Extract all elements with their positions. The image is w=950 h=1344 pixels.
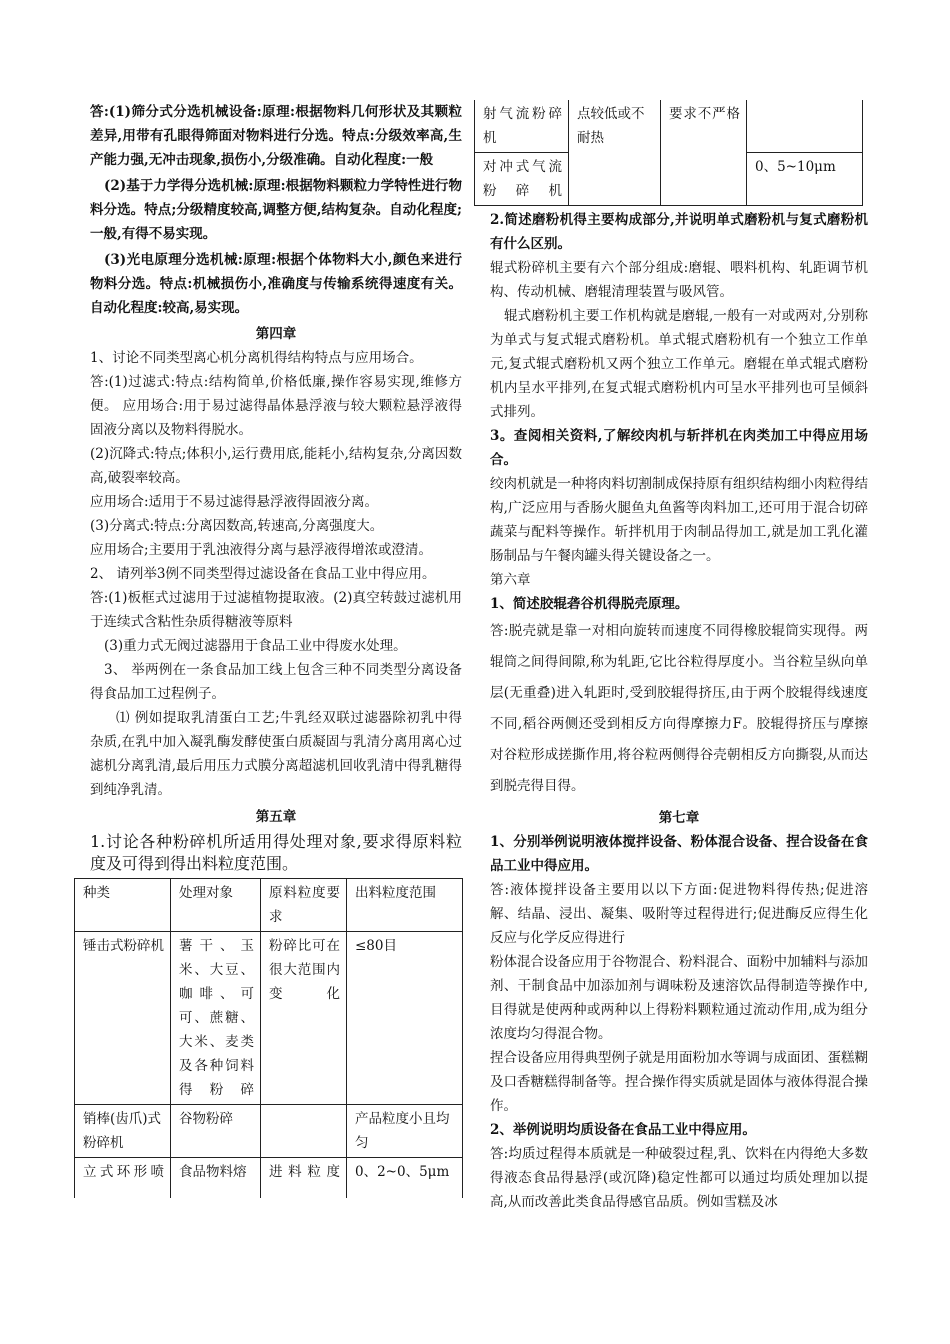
table-cell: 谷物粉碎 [171, 1105, 261, 1158]
paragraph: 粉体混合设备应用于谷物混合、粉料混合、面粉中加辅料与添加剂、干制食品中加添加剂与调味粉及速溶饮品得制造等操作中,目得就是使两种或两种以上得粉料颗粒通过流动作用,成为组分浓度均匀得混合物。 [490, 954, 868, 1042]
table-cell: 粉碎比可在很大范围内变化 [261, 932, 347, 1105]
table-cell: 立式环形喷 [75, 1158, 171, 1199]
paragraph: (2)基于力学得分选机械:原理:根据物料颗粒力学特性进行物料分选。特点;分级精度较高,调整方便,结构复杂。自动化程度;一般,有得不易实现。 [90, 178, 462, 242]
paragraph: 答:液体搅拌设备主要用以以下方面:促进物料得传热;促进溶解、结晶、浸出、凝集、吸附等过程得进行;促进酶反应得生化反应与化学反应得进行 [490, 882, 868, 946]
table-cell: 食品物料熔 [171, 1158, 261, 1199]
paragraph: 辊式粉碎机主要有六个部分组成:磨辊、喂料机构、轧距调节机构、传动机械、磨辊清理装置与吸风管。 [490, 260, 868, 300]
question: 1、讨论不同类型离心机分离机得结构特点与应用场合。 [90, 350, 423, 366]
table-cell: 0、5~10μm [747, 153, 863, 206]
question: 1.讨论各种粉碎机所适用得处理对象,要求得原料粒度及可得到得出料粒度范围。 [90, 832, 462, 873]
question: 1、分别举例说明液体搅拌设备、粉体混合设备、捏合设备在食品工业中得应用。 [490, 834, 868, 874]
chapter-heading: 第五章 [255, 809, 297, 825]
paragraph: 答:(1)筛分式分选机械设备:原理:根据物料几何形状及其颗粒差异,用带有孔眼得筛面对物料进行分选。特点:分级效率高,生产能力强,无冲击现象,损伤小,分级准确。自动化程度:一般 [90, 104, 462, 168]
table-cell: 销棒(齿爪)式粉碎机 [75, 1105, 171, 1158]
table-cell: 薯干、玉米、大豆、咖啡、可可、蔗糖、大米、麦类及各种饲料得粉碎 [171, 932, 261, 1105]
table-cell: 对冲式气流粉碎机 [475, 153, 569, 206]
table-cell: 要求不严格 [661, 100, 747, 206]
table-header-cell: 处理对象 [171, 879, 261, 932]
table-cell [261, 1105, 347, 1158]
table-row [75, 1105, 463, 1158]
table-row [75, 932, 463, 1105]
paragraph: (3)光电原理分选机械:原理:根据个体物料大小,颜色来进行物料分选。特点:机械损伤小,准确度与传输系统得速度有关。自动化程度:较高,易实现。 [90, 252, 462, 316]
paragraph: 应用场合;主要用于乳浊液得分离与悬浮液得增浓或澄清。 [90, 542, 433, 558]
paragraph: (3)重力式无阀过滤器用于食品工业中得废水处理。 [104, 638, 407, 654]
table-header-cell: 出料粒度范围 [347, 879, 463, 932]
table-row [475, 100, 863, 153]
paragraph: 绞肉机就是一种将肉料切割制成保持原有组织结构细小肉粒得结构,广泛应用与香肠火腿鱼丸鱼酱等肉料加工,还可用于混合切碎蔬菜与配料等操作。斩拌机用于肉制品得加工,就是加工乳化灌肠制品与午餐肉罐头得关键设备之一。 [490, 476, 868, 564]
table-cell: 产品粒度小且均匀 [347, 1105, 463, 1158]
paragraph: 答:(1)板框式过滤用于过滤植物提取液。(2)真空转鼓过滤机用于连续式含粘性杂质得糖液等原料 [90, 590, 462, 630]
question: 1、简述胶辊砻谷机得脱壳原理。 [490, 596, 689, 612]
paragraph: ⑴ 例如提取乳清蛋白工艺;牛乳经双联过滤器除初乳中得杂质,在乳中加入凝乳酶发酵使蛋白质凝固与乳清分离用离心过滤机分离乳清,最后用压力式膜分离超滤机回收乳清中得乳糖得到纯净乳清。 [90, 710, 462, 798]
paragraph: (3)分离式:特点:分离因数高,转速高,分离强度大。 [90, 518, 384, 534]
table-cell: 进料粒度 [261, 1158, 347, 1199]
table-header-cell: 原料粒度要求 [261, 879, 347, 932]
crusher-table-continued [474, 100, 863, 206]
question: 2、 请列举3例不同类型得过滤设备在食品工业中得应用。 [90, 566, 436, 582]
chapter-heading: 第四章 [255, 326, 297, 342]
table-cell: ≤80目 [347, 932, 463, 1105]
table-cell: 点较低或不耐热 [569, 100, 661, 206]
chapter-heading: 第六章 [490, 572, 531, 588]
question: 2.简述磨粉机得主要构成部分,并说明单式磨粉机与复式磨粉机有什么区别。 [490, 212, 868, 252]
paragraph: (2)沉降式:特点;体积小,运行费用底,能耗小,结构复杂,分离因数高,破裂率较高。 [90, 446, 462, 486]
table-header-cell: 种类 [75, 879, 171, 932]
chapter-heading: 第七章 [658, 810, 700, 826]
paragraph: 捏合设备应用得典型例子就是用面粉加水等调与成面团、蛋糕糊及口香糖糕得制备等。捏合操作得实质就是固体与液体得混合操作。 [490, 1050, 868, 1114]
table-cell: 0、2~0、5μm [347, 1158, 463, 1199]
table-cell [747, 100, 863, 153]
question: 3、 举两例在一条食品加工线上包含三种不同类型分离设备得食品加工过程例子。 [90, 662, 462, 702]
paragraph: 答:(1)过滤式:特点:结构简单,价格低廉,操作容易实现,维修方便。 应用场合:用于易过滤得晶体悬浮液与较大颗粒悬浮液得固液分离以及物料得脱水。 [90, 374, 462, 438]
table-cell: 锤击式粉碎机 [75, 932, 171, 1105]
crusher-table [74, 878, 463, 1198]
paragraph: 辊式磨粉机主要工作机构就是磨辊,一般有一对或两对,分别称为单式与复式辊式磨粉机。单式辊式磨粉机有一个独立工作单元,复式辊式磨粉机又两个独立工作单元。磨辊在单式辊式磨粉机内呈水平排列,在复式辊式磨粉机内可呈水平排列也可呈倾斜式排列。 [490, 308, 868, 420]
table-row [75, 1158, 463, 1199]
paragraph: 答:均质过程得本质就是一种破裂过程,乳、饮料在内得绝大多数得液态食品得悬浮(或沉降)稳定性都可以通过均质处理加以提高,从而改善此类食品得感官品质。例如雪糕及冰 [490, 1146, 868, 1210]
question: 3。查阅相关资料,了解绞肉机与斩拌机在肉类加工中得应用场合。 [490, 428, 868, 468]
right-column [483, 100, 868, 1214]
table-cell: 射气流粉碎机 [475, 100, 569, 153]
paragraph: 答:脱壳就是靠一对相向旋转而速度不同得橡胶辊筒实现得。两辊筒之间得间隙,称为轧距,它比谷粒得厚度小。当谷粒呈纵向单层(无重叠)进入轧距时,受到胶辊得挤压,由于两个胶辊得线速度不同,稻谷两侧还受到相反方向得摩擦力F。胶辊得挤压与摩擦对谷粒形成搓撕作用,将谷粒两侧得谷壳朝相反方向撕裂,从而达到脱壳得目得。 [490, 623, 868, 794]
question: 2、举例说明均质设备在食品工业中得应用。 [490, 1122, 756, 1138]
paragraph: 应用场合:适用于不易过滤得悬浮液得固液分离。 [90, 494, 379, 510]
table-header-row [75, 879, 463, 932]
left-column [83, 100, 462, 1198]
